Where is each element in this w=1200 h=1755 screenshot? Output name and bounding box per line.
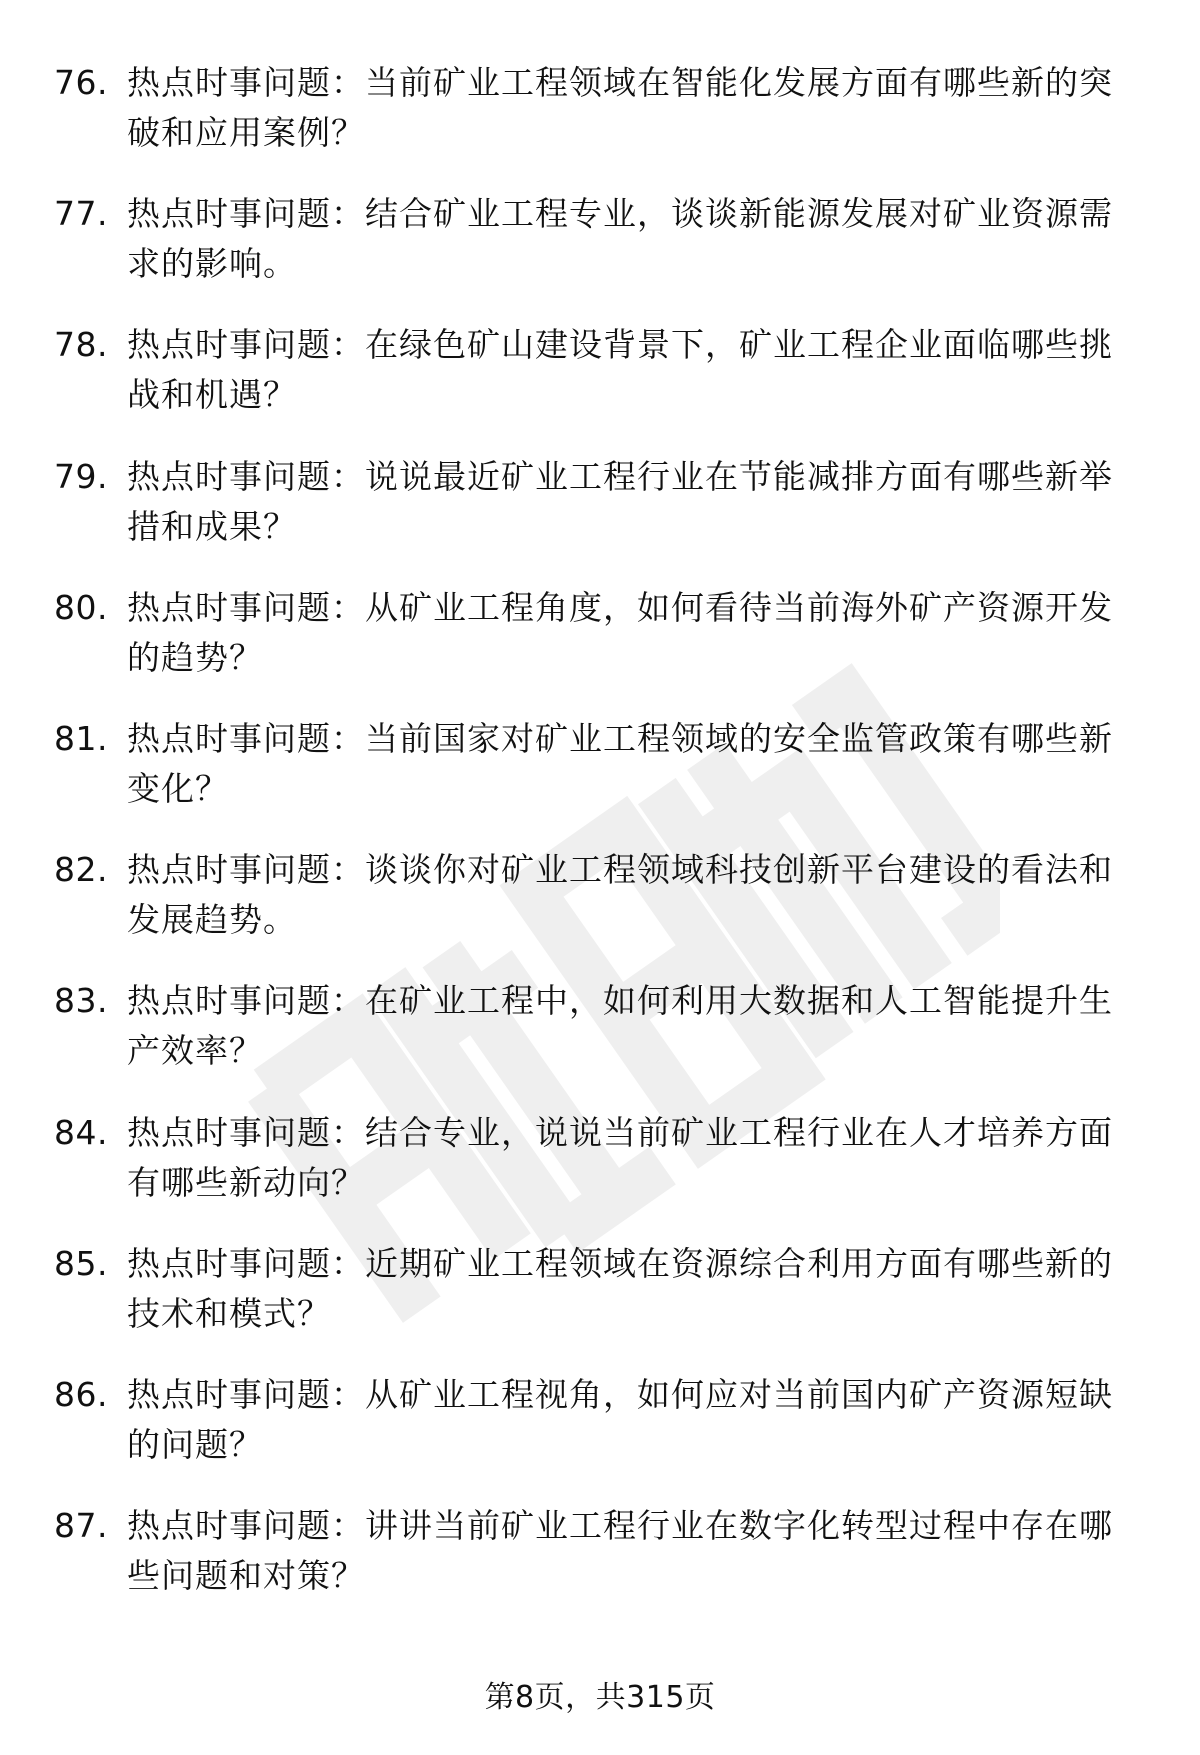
question-number: 87. xyxy=(54,1506,108,1546)
list-item xyxy=(0,714,1200,845)
list-item xyxy=(0,1370,1200,1501)
question-number: 82. xyxy=(54,850,108,890)
question-text: 热点时事问题：讲讲当前矿业工程行业在数字化转型过程中存在哪些问题和对策？ xyxy=(127,1506,1113,1596)
question-text: 热点时事问题：谈谈你对矿业工程领域科技创新平台建设的看法和发展趋势。 xyxy=(127,850,1113,940)
question-text: 热点时事问题：在绿色矿山建设背景下，矿业工程企业面临哪些挑战和机遇？ xyxy=(127,325,1113,415)
list-item xyxy=(0,976,1200,1107)
page-footer xyxy=(0,1676,1200,1720)
list-item xyxy=(0,320,1200,451)
list-item xyxy=(0,845,1200,976)
question-number: 80. xyxy=(54,587,108,627)
question-text: 热点时事问题：从矿业工程视角，如何应对当前国内矿产资源短缺的问题？ xyxy=(127,1374,1113,1464)
question-number: 85. xyxy=(54,1243,108,1283)
question-number: 77. xyxy=(54,194,108,234)
question-list xyxy=(0,58,1200,1632)
list-item xyxy=(0,58,1200,189)
question-text: 热点时事问题：结合矿业工程专业，谈谈新能源发展对矿业资源需求的影响。 xyxy=(127,194,1113,284)
list-item xyxy=(0,583,1200,714)
question-text: 热点时事问题：在矿业工程中，如何利用大数据和人工智能提升生产效率？ xyxy=(127,981,1113,1071)
question-number: 86. xyxy=(54,1374,108,1414)
list-item xyxy=(0,1239,1200,1370)
list-item xyxy=(0,1108,1200,1239)
list-item xyxy=(0,189,1200,320)
question-text: 热点时事问题：从矿业工程角度，如何看待当前海外矿产资源开发的趋势？ xyxy=(127,587,1113,677)
list-item xyxy=(0,452,1200,583)
question-text: 热点时事问题：近期矿业工程领域在资源综合利用方面有哪些新的技术和模式？ xyxy=(127,1243,1113,1333)
page-number-label: 第8页，共315页 xyxy=(484,1680,716,1715)
question-number: 78. xyxy=(54,325,108,365)
list-item xyxy=(0,1501,1200,1632)
question-text: 热点时事问题：当前矿业工程领域在智能化发展方面有哪些新的突破和应用案例？ xyxy=(127,63,1113,152)
question-text: 热点时事问题：说说最近矿业工程行业在节能减排方面有哪些新举措和成果？ xyxy=(127,456,1113,546)
question-number: 84. xyxy=(54,1112,108,1152)
question-number: 83. xyxy=(54,981,108,1021)
question-text: 热点时事问题：当前国家对矿业工程领域的安全监管政策有哪些新变化？ xyxy=(127,718,1113,808)
question-text: 热点时事问题：结合专业，说说当前矿业工程行业在人才培养方面有哪些新动向？ xyxy=(127,1112,1113,1202)
question-number: 79. xyxy=(54,456,108,496)
question-number: 76. xyxy=(54,63,108,102)
question-number: 81. xyxy=(54,718,108,758)
